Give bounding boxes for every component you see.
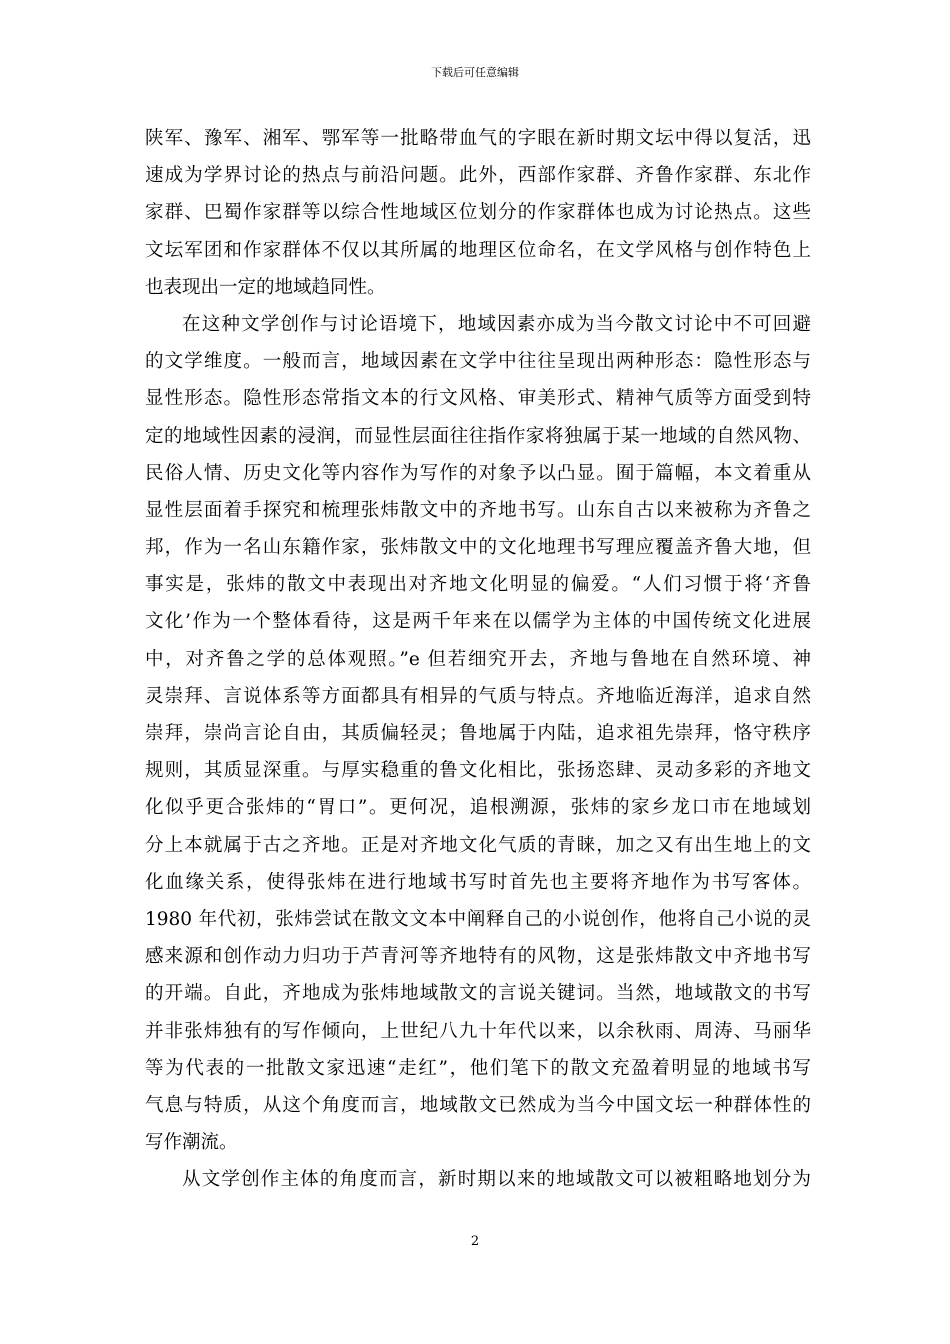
text-line: 民俗人情、历史文化等内容作为写作的对象予以凸显。囿于篇幅，本文着重从 <box>145 462 811 484</box>
page-header: 下载后可任意编辑 <box>431 66 519 79</box>
text-line: 速成为学界讨论的热点与前沿问题。此外，西部作家群、齐鲁作家群、东北作 <box>145 165 811 187</box>
document-body <box>145 127 811 1205</box>
text-line: 等为代表的一批散文家迅速“走红”，他们笔下的散文充盈着明显的地域书写 <box>145 1057 811 1079</box>
text-line: 邦，作为一名山东籍作家，张炜散文中的文化地理书写理应覆盖齐鲁大地，但 <box>145 537 811 559</box>
text-line: 事实是，张炜的散文中表现出对齐地文化明显的偏爱。“人们习惯于将‘齐鲁 <box>145 574 811 596</box>
text-line: 规则，其质显深重。与厚实稳重的鲁文化相比，张扬恣肆、灵动多彩的齐地文 <box>145 760 811 782</box>
text-line: 文化’作为一个整体看待，这是两千年来在以儒学为主体的中国传统文化进展 <box>145 611 811 633</box>
text-line: 的开端。自此，齐地成为张炜地域散文的言说关键词。当然，地域散文的书写 <box>145 983 811 1005</box>
text-line: 分上本就属于古之齐地。正是对齐地文化气质的青睐，加之又有出生地上的文 <box>145 834 811 856</box>
text-line: 并非张炜独有的写作倾向，上世纪八九十年代以来，以余秋雨、周涛、马丽华 <box>145 1020 811 1042</box>
text-line: 崇拜，崇尚言论自由，其质偏轻灵；鲁地属于内陆，追求祖先崇拜，恪守秩序 <box>145 723 811 744</box>
text-line: 气息与特质，从这个角度而言，地域散文已然成为当今中国文坛一种群体性的 <box>145 1094 811 1116</box>
text-line: 中，对齐鲁之学的总体观照。”e 但若细究开去，齐地与鲁地在自然环境、神 <box>145 648 811 670</box>
text-line: 的文学维度。一般而言，地域因素在文学中往往呈现出两种形态：隐性形态与 <box>145 351 811 373</box>
text-line: 定的地域性因素的浸润，而显性层面往往指作家将独属于某一地域的自然风物、 <box>145 425 811 447</box>
text-line: 在这种文学创作与讨论语境下，地域因素亦成为当今散文讨论中不可回避 <box>182 313 811 335</box>
text-line: 陕军、豫军、湘军、鄂军等一批略带血气的字眼在新时期文坛中得以复活，迅 <box>145 128 811 149</box>
page-number: 2 <box>470 1234 480 1249</box>
text-line: 显性形态。隐性形态常指文本的行文风格、审美形式、精神气质等方面受到特 <box>145 388 811 410</box>
text-line: 家群、巴蜀作家群等以综合性地域区位划分的作家群体也成为讨论热点。这些 <box>145 202 811 224</box>
text-line: 从文学创作主体的角度而言，新时期以来的地域散文可以被粗略地划分为 <box>182 1169 811 1191</box>
text-line: 文坛军团和作家群体不仅以其所属的地理区位命名，在文学风格与创作特色上 <box>145 239 811 261</box>
text-line: 写作潮流。 <box>145 1132 238 1154</box>
text-line: 化似乎更合张炜的“胃口”。更何况，追根溯源，张炜的家乡龙口市在地域划 <box>145 797 811 819</box>
text-line: 感来源和创作动力归功于芦青河等齐地特有的风物，这是张炜散文中齐地书写 <box>145 946 811 968</box>
text-line: 灵崇拜、言说体系等方面都具有相异的气质与特点。齐地临近海洋，追求自然 <box>145 685 811 707</box>
text-line: 1980 年代初，张炜尝试在散文文本中阐释自己的小说创作，他将自己小说的灵 <box>145 908 811 930</box>
text-line: 也表现出一定的地域趋同性。 <box>145 276 386 298</box>
text-line: 化血缘关系，使得张炜在进行地域书写时首先也主要将齐地作为书写客体。 <box>145 871 811 893</box>
text-line: 显性层面着手探究和梳理张炜散文中的齐地书写。山东自古以来被称为齐鲁之 <box>145 499 811 521</box>
